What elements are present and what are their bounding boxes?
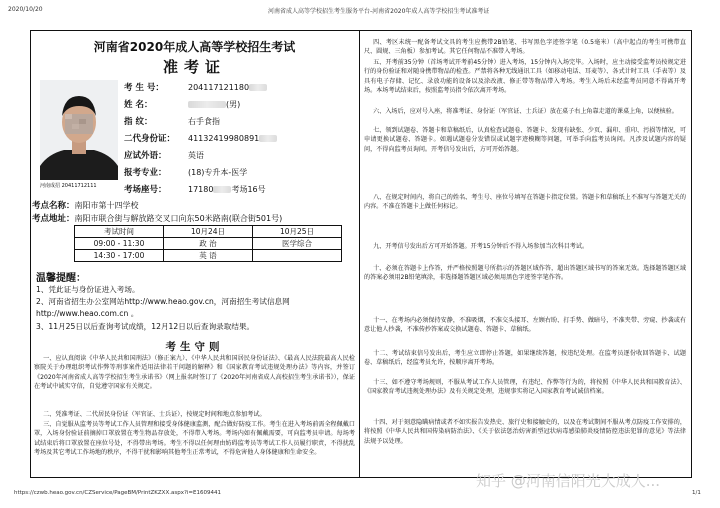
page-number: 1/1 bbox=[692, 490, 701, 496]
field-label: 考 生 号： bbox=[124, 83, 164, 93]
room-seat-value: 17180 考场16号 bbox=[188, 184, 266, 194]
fingerprint-value: 右手食指 bbox=[188, 116, 220, 126]
tip-item: 3、11月25日以后查询考试成绩，12月12日以后查询录取结果。 bbox=[36, 322, 255, 331]
tip-item: 2、河南省招生办公室网站http://www.heao.gov.cn，河南招生考试信息网 bbox=[36, 297, 290, 306]
rules-title: 考生守则 bbox=[165, 341, 224, 353]
table-cell: 政 治 bbox=[164, 238, 253, 250]
rule-paragraph: 一、应认真阅读《中华人民共和国刑法》（修正案九）、《中华人民共和国居民身份证法》、《最高人民法院最高人民检察院关于办理组织考试作弊等刑事案件适用法律若干问题的解释》和《国家教育考试违规处理办法》等内容，并签订《2020年河南省成人高等学校招生考生承诺书》（网上报名时签订了《2020年河南省成人高校招生考生承诺书》），保证在考试中诚实守信，自觉遵守国家有关规定。 bbox=[34, 355, 355, 391]
exam-number-value: 204117121180 bbox=[188, 83, 356, 92]
exam-point-label: 考点名称： bbox=[32, 201, 75, 211]
print-page-title: 河南省成人高等学校招生考生服务平台-河南省2020年成人高等学校招生考试准考证 bbox=[268, 8, 490, 15]
exam-schedule-table bbox=[74, 225, 342, 262]
exam-address-label: 考点地址： bbox=[32, 214, 75, 224]
table-cell: 14:30 - 17:00 bbox=[75, 250, 164, 262]
print-url: https://czwb.heao.gov.cn/CZService/PageBM/PrintZKZXX.aspx?i=E1609441 bbox=[14, 490, 221, 496]
table-header-row bbox=[75, 226, 342, 238]
field-label: 二代身份证： bbox=[124, 134, 176, 144]
rule-paragraph: 八、在规定时间内，将自己的姓名、考生号、座位号填写在答题卡指定位置。答题卡和草稿纸上不准写与答题无关的内容。不准在答题卡上做任何标记。 bbox=[364, 194, 686, 211]
field-foreign-language bbox=[124, 147, 356, 163]
name-value: (男) bbox=[188, 99, 356, 110]
field-name bbox=[124, 96, 356, 112]
field-label: 指 纹： bbox=[124, 117, 153, 127]
id-card-value: 41132419980891 bbox=[188, 134, 356, 143]
rule-paragraph: 九、开考信号发出后方可开始答题。开考15分钟后不得入场参加当次科目考试。 bbox=[373, 243, 589, 250]
print-date: 2020/10/20 bbox=[8, 6, 43, 13]
table-header-cell: 10月24日 bbox=[164, 226, 253, 238]
column-divider bbox=[359, 30, 360, 478]
card-title: 河南省2020年成人高等学校招生考试 bbox=[93, 40, 296, 54]
exam-point bbox=[32, 199, 139, 211]
field-room-seat bbox=[124, 181, 356, 197]
field-label: 姓 名： bbox=[124, 100, 153, 110]
field-label: 应试外语： bbox=[124, 151, 167, 161]
major-value: (18)专升本-医学 bbox=[188, 167, 248, 177]
rule-paragraph: 十一、在考场内必须保持安静，不准吸烟，不准交头接耳、左顾右盼、打手势、做暗号，不准夹带、旁窥、抄袭或有意让他人抄袭，不准传抄答案或交换试题卷、答题卡、草稿纸。 bbox=[364, 317, 686, 334]
rule-paragraph: 五、开考前35分钟（首场考试开考前45分钟）进入考场，15分钟内入场完毕。入场时，应主动接受监考员按规定进行的身份验证和对随身携带物品的检查。严禁将各种无线通讯工具（如移动电话、耳麦等）、各式计时工具（手表等）及具有电子存储、记忆、录放功能的设备以及涂改液、修正带等物品带入考场。考生入场后未经监考员同意不得离开考场。本场考试结束后，按照监考员指令依次离开考场。 bbox=[364, 59, 686, 95]
table-cell: 09:00 - 11:30 bbox=[75, 238, 164, 250]
tip-item: http://www.heao.com.cn 。 bbox=[36, 309, 139, 318]
field-label: 报考专业： bbox=[124, 168, 167, 178]
rule-paragraph: 七、领到试题卷、答题卡和草稿纸后，认真检查试题卷、答题卡、发现有缺张、少页、漏印、重印、污损等情况，可申请更换试题卷、答题卡。如遇试题卷分发错误或试题字迹模糊等问题，可举手向监考员询问。凡涉及试题内容的疑问，不得向监考员询问。开考信号发出后，方可开始答题。 bbox=[364, 127, 686, 153]
rule-paragraph: 十四、对于刻意隐瞒病情或者不如实报告发热史、旅行史和接触史的，以及在考试期间不服从考点防疫工作安排的，将按照《中华人民共和国传染病防治法》、《关于依法惩治妨害新型冠状病毒感染肺炎疫情防控违法犯罪的意见》等法律法规予以处理。 bbox=[364, 419, 686, 445]
rule-paragraph: 十、必须在答题卡上作答，并严格按照题号所指示的答题区域作答，超出答题区域书写的答案无效。选择题答题区域的答案必须用2B铅笔填涂，非选择题答题区域必须用黑色字迹签字笔作答。 bbox=[364, 265, 686, 282]
field-exam-number bbox=[124, 79, 356, 95]
exam-address bbox=[32, 212, 282, 224]
table-cell: 英 语 bbox=[164, 250, 253, 262]
field-major bbox=[124, 164, 356, 180]
card-subtitle: 准考证 bbox=[162, 58, 226, 76]
photo-caption: 河南成招 20411712111 bbox=[40, 183, 97, 189]
watermark: 知乎 @河南信阳光大成人... bbox=[476, 472, 661, 490]
exam-address-value: 南阳市联合街与解放路交叉口向东50米路南(联合街501号) bbox=[74, 214, 283, 223]
foreign-language-value: 英语 bbox=[188, 150, 204, 160]
exam-point-value: 南阳市第十四学校 bbox=[74, 201, 139, 210]
table-row bbox=[75, 238, 342, 250]
table-header-cell: 考试时间 bbox=[75, 226, 164, 238]
rule-paragraph: 十二、考试结束信号发出后，考生应立即停止答题，如果继续答题，按违纪处理。在监考员逐份收回答题卡、试题卷、草稿纸后，经监考员允许，按顺序离开考场。 bbox=[364, 350, 686, 367]
rule-paragraph: 二、凭准考证、二代居民身份证（军官证、士兵证），按规定时间和地点参加考试。 bbox=[43, 411, 266, 418]
tips-title: 温馨提醒： bbox=[36, 273, 86, 284]
tip-item: 1、凭此证与身份证进入考场。 bbox=[36, 285, 140, 294]
table-cell: 医学综合 bbox=[253, 238, 342, 250]
rule-paragraph: 六、入场后，应对号入座，将准考证、身份证（军官证、士兵证）放在桌子右上角靠走道的课桌上角，以便核验。 bbox=[373, 108, 678, 115]
field-label: 考场座号： bbox=[124, 185, 167, 195]
field-id-card bbox=[124, 130, 356, 146]
table-header-cell: 10月25日 bbox=[253, 226, 342, 238]
candidate-photo bbox=[40, 80, 118, 180]
rule-paragraph: 三、自觉服从监考员等考试工作人员管理和接受身体健康监测，配合做好防疫工作。考生在进入考场前需全程佩戴口罩，入场身份验证前摘掉口罩放置在考生物品存放处，不得带入考场。考场内如有佩戴需要，可向监考员申请。每场考试结束后将口罩放置在座位号处，不得带出考场。考生不得以任何理由妨碍监考员等考试工作人员履行职责，不得扰乱考场及其它考试工作场地的秩序，不得干扰和影响其他考生正常考试，不得危害他人身体健康和生命安全。 bbox=[34, 421, 355, 457]
rule-paragraph: 十三、如不遵守考场规则，不服从考试工作人员管理，有违纪、作弊等行为的，将按照《中华人民共和国教育法》、《国家教育考试违规处理办法》及有关规定处理，违规事实将记入国家教育考试诚信档案。 bbox=[364, 379, 686, 396]
rule-paragraph: 四、考区未统一配备考试文具的考生应携带2B铅笔、书写黑色字迹签字笔（0.5毫米）（高中起点的考生可携带直尺、圆规、三角板）参加考试。其它任何物品不准带入考场。 bbox=[364, 39, 686, 56]
table-row bbox=[75, 250, 342, 262]
field-fingerprint bbox=[124, 113, 356, 129]
table-cell bbox=[253, 250, 342, 262]
